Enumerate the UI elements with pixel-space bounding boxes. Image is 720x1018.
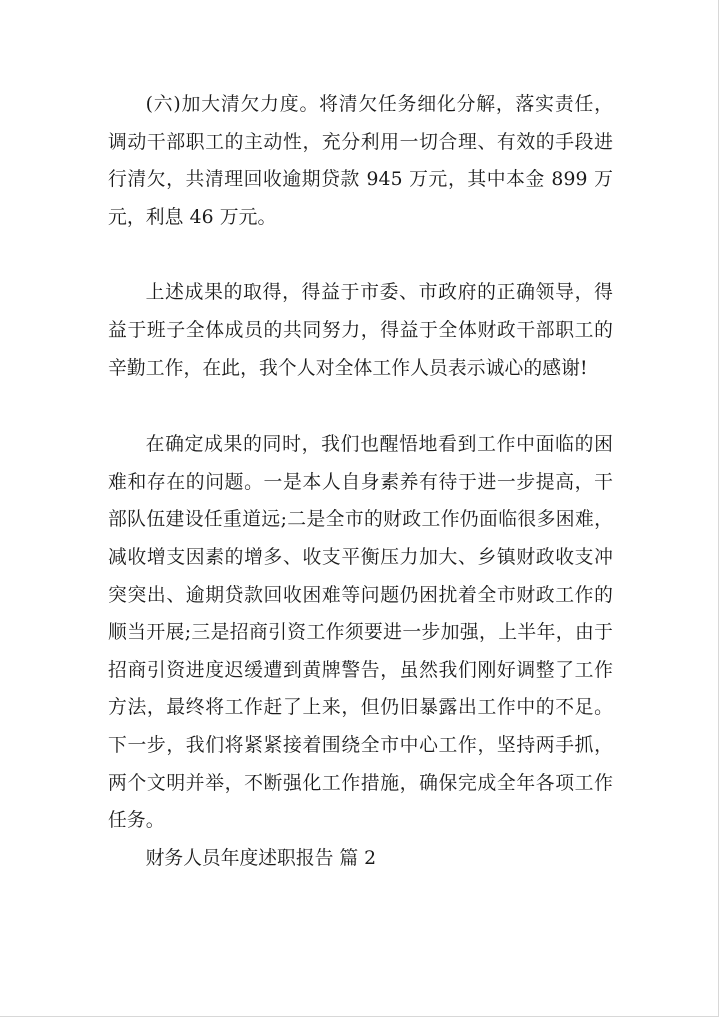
paragraph-acknowledgement: 上述成果的取得，得益于市委、市政府的正确领导，得益于班子全体成员的共同努力，得益于全体财政干部职工的辛勤工作，在此，我个人对全体工作人员表示诚心的感谢! bbox=[108, 282, 613, 379]
section-heading: 财务人员年度述职报告 篇 2 bbox=[145, 847, 377, 869]
paragraph-debt-collection: (六)加大清欠力度。将清欠任务细化分解，落实责任，调动干部职工的主动性，充分利用一切合理、有效的手段进行清欠，共清理回收逾期贷款 945 万元，其中本金 899 万元，利息 46 万元。 bbox=[108, 94, 613, 228]
document-body bbox=[108, 86, 613, 877]
paragraph-problems-and-plans: 在确定成果的同时，我们也醒悟地看到工作中面临的困难和存在的问题。一是本人自身素养有待于进一步提高，干部队伍建设任重道远;二是全市的财政工作仍面临很多困难，减收增支因素的增多、收支平衡压力加大、乡镇财政收支冲突突出、逾期贷款回收困难等问题仍困扰着全市财政工作的顺当开展;三是招商引资工作须要进一步加强，上半年，由于招商引资进度迟缓遭到黄牌警告，虽然我们刚好调整了工作方法，最终将工作赶了上来，但仍旧暴露出工作中的不足。下一步，我们将紧紧接着围绕全市中心工作，坚持两手抓，两个文明并举，不断强化工作措施，确保完成全年各项工作任务。 bbox=[108, 434, 613, 832]
